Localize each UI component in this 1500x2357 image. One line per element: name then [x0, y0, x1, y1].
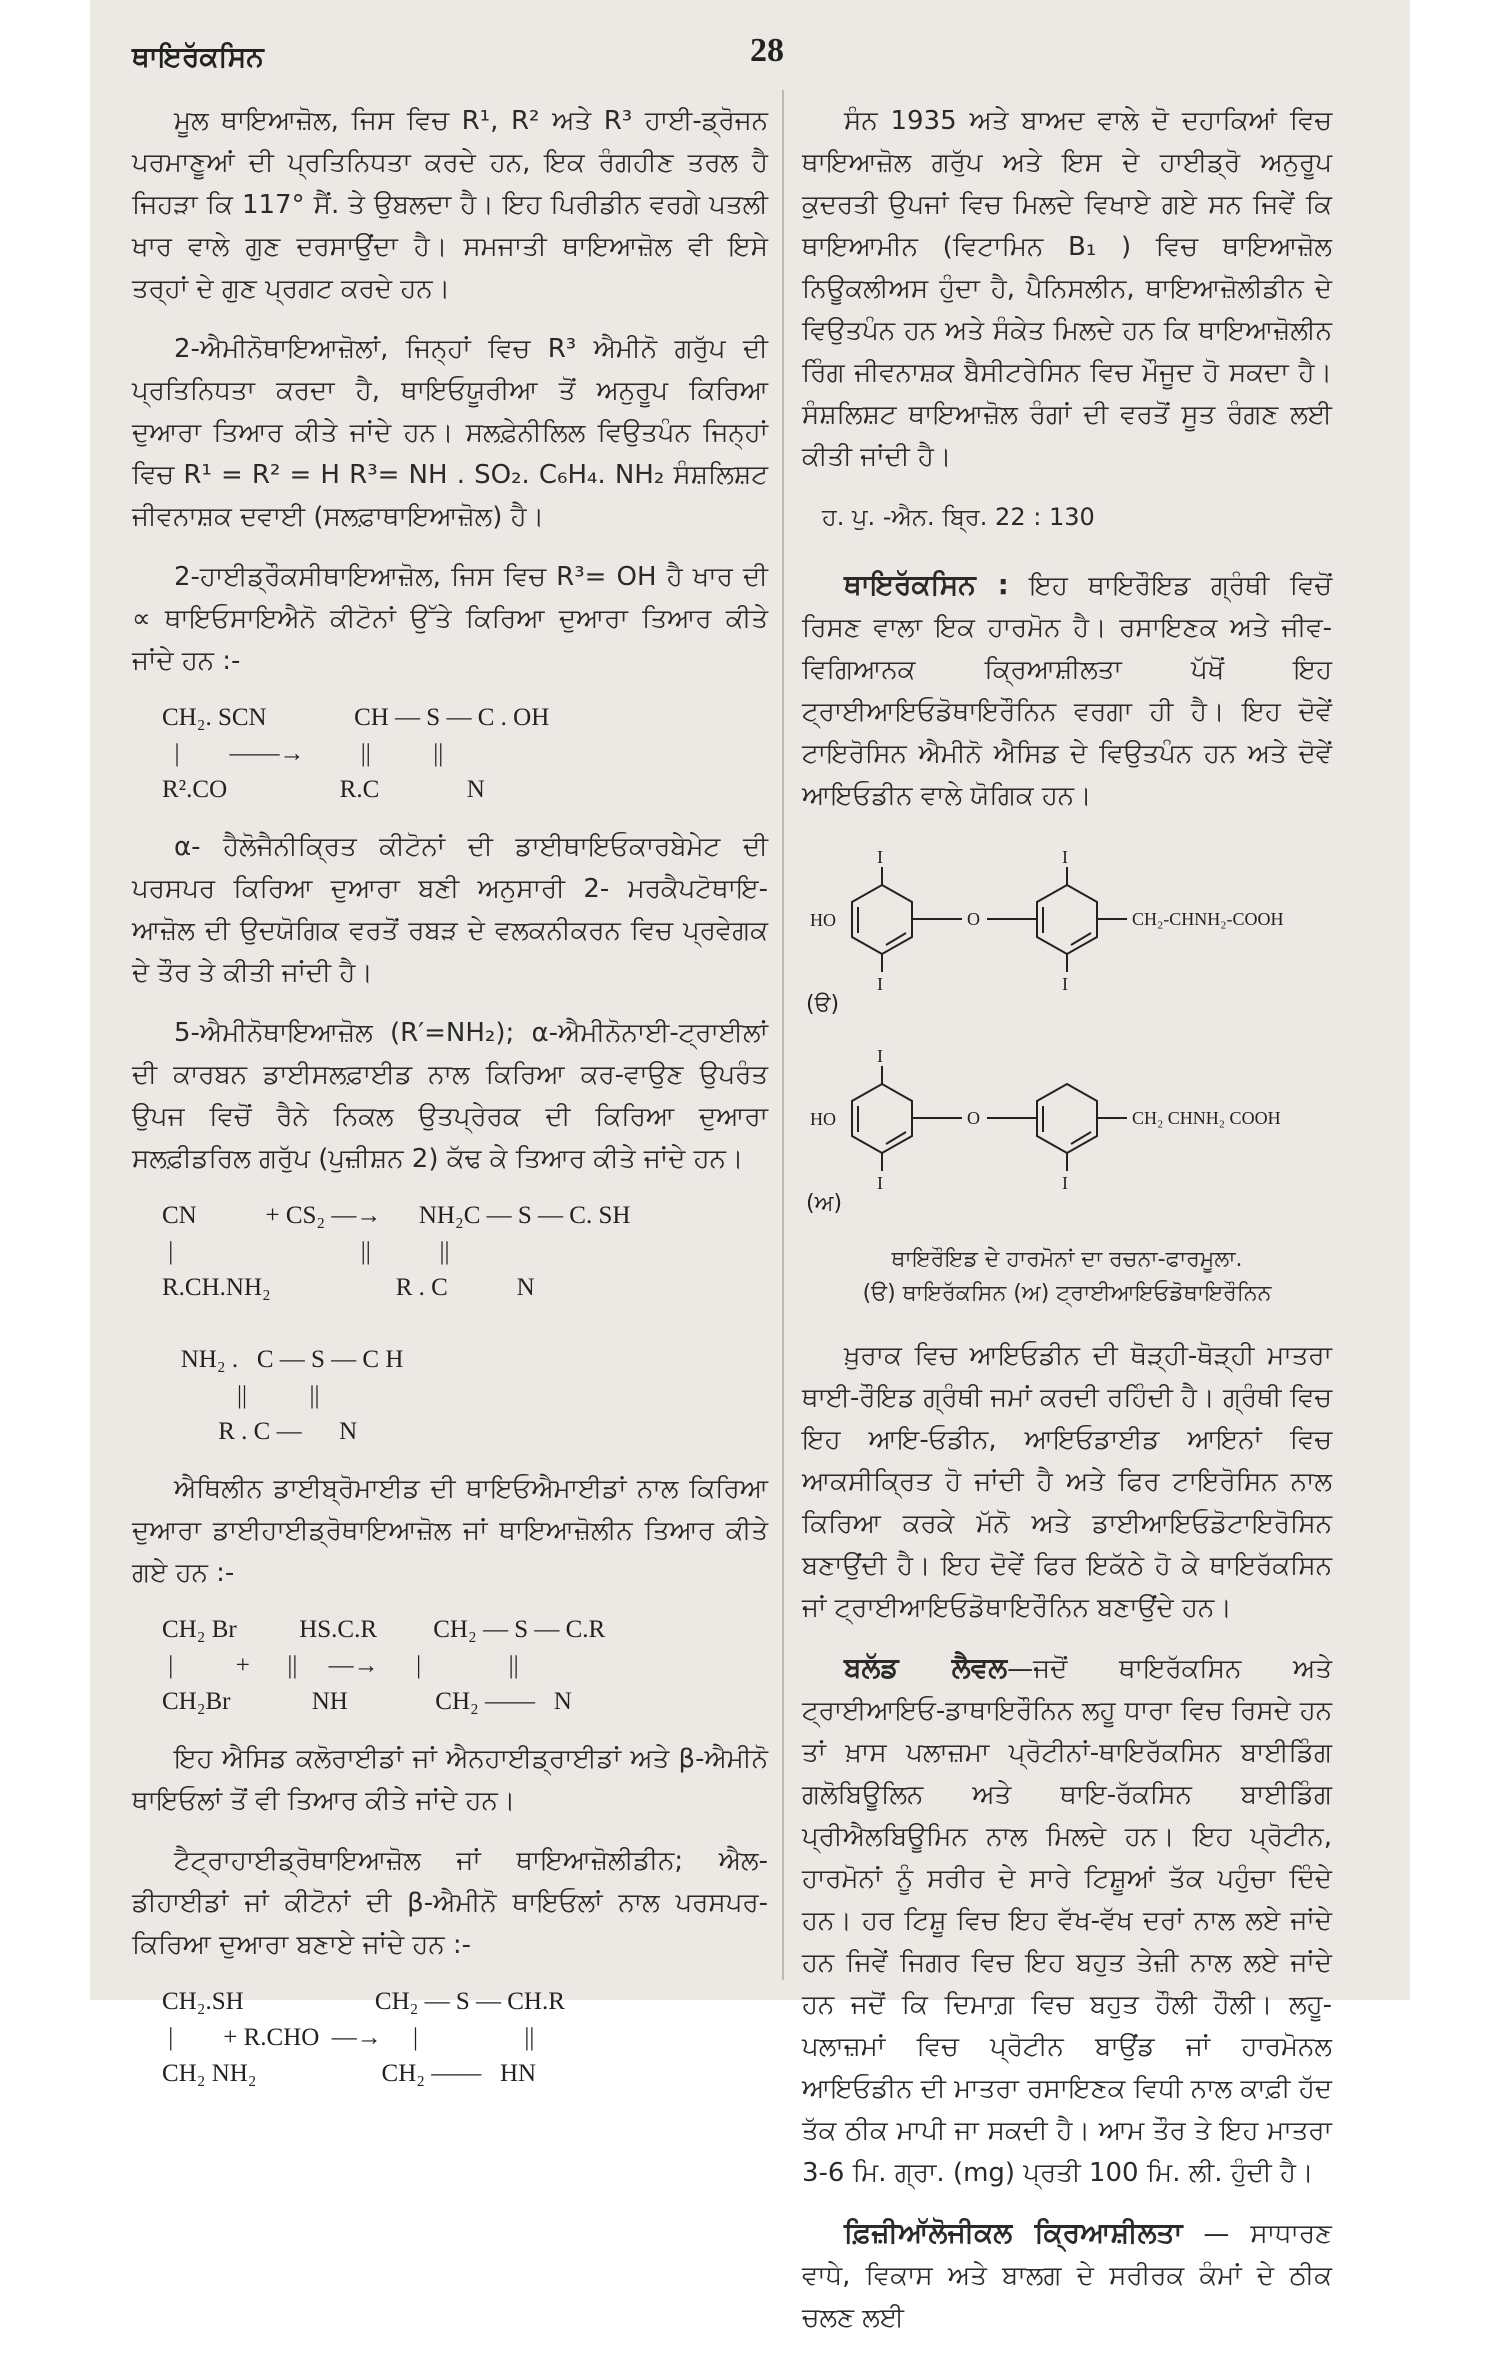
paragraph: ਖ਼ੁਰਾਕ ਵਿਚ ਆਇਓਡੀਨ ਦੀ ਥੋੜ੍ਹੀ-ਥੋੜ੍ਹੀ ਮਾਤਰਾ ਥਾਈ-ਰੌਇਡ ਗ੍ਰੰਥੀ ਜਮਾਂ ਕਰਦੀ ਰਹਿੰਦੀ ਹੈ। ਗ੍ਰੰਥੀ ਵਿਚ ਇਹ ਆਇ-ਓਡੀਨ, ਆਇਓਡਾਈਡ ਆਇਨਾਂ ਵਿਚ ਆਕਸੀਕ੍ਰਿਤ ਹੋ ਜਾਂਦੀ ਹੈ ਅਤੇ ਫਿਰ ਟਾਇਰੋਸਿਨ ਨਾਲ ਕਿਰਿਆ ਕਰਕੇ ਮੱਨੋ ਅਤੇ ਡਾਈਆਇਓਡੋਟਾਇਰੋਸਿਨ ਬਣਾਉਂਦੀ ਹੈ। ਇਹ ਦੋਵੇਂ ਫਿਰ ਇਕੱਠੇ ਹੋ ਕੇ ਥਾਇਰੱਕਸਿਨ ਜਾਂ ਟ੍ਰਾਈਆਇਓਡੋਥਾਇਰੌਨਿਨ ਬਣਾਉਂਦੇ ਹਨ।: [802, 1341, 1332, 1623]
reaction-formula: CH₂.SH CH₂ — S — CH.R | + R.CHO —→ | || CH₂ NH₂ CH₂ —— HN: [162, 1988, 565, 2087]
figure-caption: ਥਾਇਰੌਇਡ ਦੇ ਹਾਰਮੋਨਾਂ ਦਾ ਰਚਨਾ-ਫਾਰਮੂਲਾ. (ੳ) ਥਾਇਰੱਕਸਿਨ (ਅ) ਟ੍ਰਾਈਆਇਓਡੋਥਾਇਰੌਨਿਨ: [862, 1247, 1272, 1306]
reaction-formula: CH₂. SCN CH — S — C . OH | ——→ || || R².CO R.C N: [162, 704, 550, 803]
benzene-ring-icon: [1037, 885, 1097, 954]
oxygen-label: O: [967, 909, 980, 929]
subheading: ਫ਼ਿਜ਼ੀਆੱਲੋਜੀਕਲ ਕ੍ਰਿਆਸ਼ੀਲਤਾ: [844, 2216, 1183, 2249]
paragraph: α- ਹੈਲੋਜੈਨੀਕ੍ਰਿਤ ਕੀਟੋਨਾਂ ਦੀ ਡਾਈਥਾਇਓਕਾਰਬੇਮੇਟ ਦੀ ਪਰਸਪਰ ਕਿਰਿਆ ਦੁਆਰਾ ਬਣੀ ਅਨੁਸਾਰੀ 2- ਮਰਕੈਪਟੋਥਾਇ-ਆਜ਼ੋਲ ਦੀ ਉਦਯੋਗਿਕ ਵਰਤੋਂ ਰਬੜ ਦੇ ਵਲਕਨੀਕਰਨ ਵਿਚ ਪ੍ਰਵੇਗਕ ਦੇ ਤੌਰ ਤੇ ਕੀਤੀ ਜਾਂਦੀ ਹੈ।: [132, 832, 768, 988]
structure-label: (ਅ): [806, 1191, 843, 1214]
subheading: ਬਲੱਡ ਲੈਵਲ: [844, 1651, 1008, 1684]
column-divider: [782, 90, 784, 1980]
svg-text:I: I: [877, 1046, 883, 1066]
ho-label: HO: [810, 1109, 836, 1129]
page-number: 28: [750, 32, 784, 69]
paragraph: 2-ਹਾਈਡ੍ਰੌਕਸੀਥਾਇਆਜ਼ੋਲ, ਜਿਸ ਵਿਚ R³= OH ਹੈ ਖਾਰ ਦੀ ∝ ਥਾਇਓਸਾਇਐਨੋ ਕੀਟੋਨਾਂ ਉੱਤੇ ਕਿਰਿਆ ਦੁਆਰਾ ਤਿਆਰ ਕੀਤੇ ਜਾਂਦੇ ਹਨ :-: [132, 562, 768, 676]
entry-paragraph: ਫ਼ਿਜ਼ੀਆੱਲੋਜੀਕਲ ਕ੍ਰਿਆਸ਼ੀਲਤਾ — ਸਾਧਾਰਣ ਵਾਧੇ, ਵਿਕਾਸ ਅਤੇ ਬਾਲਗ ਦੇ ਸਰੀਰਕ ਕੰਮਾਂ ਦੇ ਠੀਕ ਚਲਣ ਲਈ: [802, 2216, 1332, 2333]
entry-text: ਇਹ ਥਾਇਰੌਇਡ ਗ੍ਰੰਥੀ ਵਿਚੋਂ ਰਿਸਣ ਵਾਲਾ ਇਕ ਹਾਰਮੋਨ ਹੈ। ਰਸਾਇਣਕ ਅਤੇ ਜੀਵ-ਵਿਗਿਆਨਕ ਕ੍ਰਿਆਸ਼ੀਲਤਾ ਪੱਖੋਂ ਇਹ ਟ੍ਰਾਈਆਇਓਡੋਥਾਇਰੌਨਿਨ ਵਰਗਾ ਹੀ ਹੈ। ਇਹ ਦੋਵੇਂ ਟਾਇਰੋਸਿਨ ਐਮੀਨੋ ਐਸਿਡ ਦੇ ਵਿਉਤਪੰਨ ਹਨ ਅਤੇ ਦੋਵੇਂ ਆਇਓਡੀਨ ਵਾਲੇ ਯੋਗਿਕ ਹਨ।: [802, 571, 1333, 811]
structure-label: (ੳ): [806, 992, 840, 1015]
entry-term: ਥਾਇਰੱਕਸਿਨ :: [844, 568, 1009, 601]
ho-label: HO: [810, 910, 836, 930]
paragraph: ਮੂਲ ਥਾਇਆਜ਼ੋਲ, ਜਿਸ ਵਿਚ R¹, R² ਅਤੇ R³ ਹਾਈ-ਡ੍ਰੋਜਨ ਪਰਮਾਣੂਆਂ ਦੀ ਪ੍ਰਤਿਨਿਧਤਾ ਕਰਦੇ ਹਨ, ਇਕ ਰੰਗਹੀਣ ਤਰਲ ਹੈ ਜਿਹੜਾ ਕਿ 117° ਸੈਂ. ਤੇ ਉਬਲਦਾ ਹੈ। ਇਹ ਪਿਰੀਡੀਨ ਵਰਗੇ ਪਤਲੀ ਖਾਰ ਵਾਲੇ ਗੁਣ ਦਰਸਾਉਂਦਾ ਹੈ। ਸਮਜਾਤੀ ਥਾਇਆਜ਼ੋਲ ਵੀ ਇਸੇ ਤਰ੍ਹਾਂ ਦੇ ਗੁਣ ਪ੍ਰਗਟ ਕਰਦੇ ਹਨ।: [132, 106, 768, 304]
running-title: ਥਾਇਰੱਕਸਿਨ: [132, 40, 264, 73]
reference: ਹ. ਪੁ. -ਐਨ. ਬ੍ਰਿ. 22 : 130: [822, 503, 1095, 531]
paragraph: ਐਥਿਲੀਨ ਡਾਈਬ੍ਰੋਮਾਈਡ ਦੀ ਥਾਇਓਐਮਾਈਡਾਂ ਨਾਲ ਕਿਰਿਆ ਦੁਆਰਾ ਡਾਈਹਾਈਡ੍ਰੋਥਾਇਆਜ਼ੋਲ ਜਾਂ ਥਾਇਆਜ਼ੋਲੀਨ ਤਿਆਰ ਕੀਤੇ ਗਏ ਹਨ :-: [132, 1474, 768, 1588]
benzene-ring-icon: [852, 1084, 912, 1153]
svg-text:I: I: [1062, 974, 1068, 994]
svg-text:I: I: [877, 847, 883, 867]
reaction-formula: CN + CS₂ —→ NH₂C — S — C. SH | || || R.CH.NH₂ R . C N NH₂ . C — S — C H || || R . C — N: [162, 1202, 631, 1445]
triiodothyronine-structure: [802, 1044, 1332, 1214]
entry-paragraph: ਬਲੱਡ ਲੈਵਲ—ਜਦੋਂ ਥਾਇਰੱਕਸਿਨ ਅਤੇ ਟ੍ਰਾਈਆਇਓ-ਡਾਥਾਇਰੌਨਿਨ ਲਹੂ ਧਾਰਾ ਵਿਚ ਰਿਸਦੇ ਹਨ ਤਾਂ ਖ਼ਾਸ ਪਲਾਜ਼ਮਾ ਪ੍ਰੋਟੀਨਾਂ-ਥਾਇਰੱਕਸਿਨ ਬਾਈਡਿੰਗ ਗਲੋਬਿਊਲਿਨ ਅਤੇ ਥਾਇ-ਰੱਕਸਿਨ ਬਾਈਡਿੰਗ ਪ੍ਰੀਐਲਬਿਊਮਿਨ ਨਾਲ ਮਿਲਦੇ ਹਨ। ਇਹ ਪ੍ਰੋਟੀਨ, ਹਾਰਮੋਨਾਂ ਨੂੰ ਸਰੀਰ ਦੇ ਸਾਰੇ ਟਿਸ਼ੂਆਂ ਤੱਕ ਪਹੁੰਚਾ ਦਿੰਦੇ ਹਨ। ਹਰ ਟਿਸ਼ੂ ਵਿਚ ਇਹ ਵੱਖ-ਵੱਖ ਦਰਾਂ ਨਾਲ ਲਏ ਜਾਂਦੇ ਹਨ ਜਿਵੇਂ ਜਿਗਰ ਵਿਚ ਇਹ ਬਹੁਤ ਤੇਜ਼ੀ ਨਾਲ ਲਏ ਜਾਂਦੇ ਹਨ ਜਦੋਂ ਕਿ ਦਿਮਾਗ਼ ਵਿਚ ਬਹੁਤ ਹੌਲੀ ਹੌਲੀ। ਲਹੂ-ਪਲਾਜ਼ਮਾਂ ਵਿਚ ਪ੍ਰੋਟੀਨ ਬਾਉਂਡ ਜਾਂ ਹਾਰਮੋਨਲ ਆਇਓਡੀਨ ਦੀ ਮਾਤਰਾ ਰਸਾਇਣਕ ਵਿਧੀ ਨਾਲ ਕਾਫ਼ੀ ਹੱਦ ਤੱਕ ਠੀਕ ਮਾਪੀ ਜਾ ਸਕਦੀ ਹੈ। ਆਮ ਤੌਰ ਤੇ ਇਹ ਮਾਤਰਾ 3-6 ਮਿ. ਗ੍ਰਾ. (mg) ਪ੍ਰਤੀ 100 ਮਿ. ਲੀ. ਹੁੰਦੀ ਹੈ।: [802, 1651, 1333, 2188]
left-column: [132, 100, 768, 2110]
reaction-formula: CH₂ Br HS.C.R CH₂ — S — C.R | + || —→ | || CH₂Br NH CH₂ —— N: [162, 1616, 606, 1715]
right-column: [802, 100, 1332, 2357]
paragraph: ਸੰਨ 1935 ਅਤੇ ਬਾਅਦ ਵਾਲੇ ਦੋ ਦਹਾਕਿਆਂ ਵਿਚ ਥਾਇਆਜ਼ੋਲ ਗਰੁੱਪ ਅਤੇ ਇਸ ਦੇ ਹਾਈਡ੍ਰੋ ਅਨੁਰੂਪ ਕੁਦਰਤੀ ਉਪਜਾਂ ਵਿਚ ਮਿਲਦੇ ਵਿਖਾਏ ਗਏ ਸਨ ਜਿਵੇਂ ਕਿ ਥਾਇਆਮੀਨ (ਵਿਟਾਮਿਨ B₁ ) ਵਿਚ ਥਾਇਆਜ਼ੋਲ ਨਿਊਕਲੀਅਸ ਹੁੰਦਾ ਹੈ, ਪੈਨਿਸਲੀਨ, ਥਾਇਆਜ਼ੋਲੀਡੀਨ ਦੇ ਵਿਉਤਪੰਨ ਹਨ ਅਤੇ ਸੰਕੇਤ ਮਿਲਦੇ ਹਨ ਕਿ ਥਾਇਆਜ਼ੋਲੀਨ ਰਿੰਗ ਜੀਵਨਾਸ਼ਕ ਬੈਸੀਟਰੇਸਿਨ ਵਿਚ ਮੌਜੂਦ ਹੋ ਸਕਦਾ ਹੈ। ਸੰਸ਼ਲਿਸ਼ਟ ਥਾਇਆਜ਼ੋਲ ਰੰਗਾਂ ਦੀ ਵਰਤੋਂ ਸੂਤ ਰੰਗਣ ਲਈ ਕੀਤੀ ਜਾਂਦੀ ਹੈ।: [802, 106, 1332, 472]
svg-text:I: I: [877, 1173, 883, 1193]
paragraph: ਟੈਟ੍ਰਾਹਾਈਡ੍ਰੋਥਾਇਆਜ਼ੋਲ ਜਾਂ ਥਾਇਆਜ਼ੋਲੀਡੀਨ; ਐਲ-ਡੀਹਾਈਡਾਂ ਜਾਂ ਕੀਟੋਨਾਂ ਦੀ β-ਐਮੀਨੋ ਥਾਇਓਲਾਂ ਨਾਲ ਪਰਸਪਰ-ਕਿਰਿਆ ਦੁਆਰਾ ਬਣਾਏ ਜਾਂਦੇ ਹਨ :-: [132, 1846, 768, 1960]
book-page: [90, 0, 1410, 2333]
paragraph: 2-ਐਮੀਨੋਥਾਇਆਜ਼ੋਲਾਂ, ਜਿਨ੍ਹਾਂ ਵਿਚ R³ ਐਮੀਨੋ ਗਰੁੱਪ ਦੀ ਪ੍ਰਤਿਨਿਧਤਾ ਕਰਦਾ ਹੈ, ਥਾਇਓਯੂਰੀਆ ਤੋਂ ਅਨੁਰੂਪ ਕਿਰਿਆ ਦੁਆਰਾ ਤਿਆਰ ਕੀਤੇ ਜਾਂਦੇ ਹਨ। ਸਲਫ਼ੇਨੀਲਿਲ ਵਿਉਤਪੰਨ ਜਿਨ੍ਹਾਂ ਵਿਚ R¹ = R² = H R³= NH . SO₂. C₆H₄. NH₂ ਸੰਸ਼ਲਿਸ਼ਟ ਜੀਵਨਾਸ਼ਕ ਦਵਾਈ (ਸਲਫ਼ਾਥਾਇਆਜ਼ੋਲ) ਹੈ।: [132, 334, 768, 532]
paragraph: 5-ਐਮੀਨੋਥਾਇਆਜ਼ੋਲ (R′=NH₂); α-ਐਮੀਨੋਨਾਈ-ਟ੍ਰਾਈਲਾਂ ਦੀ ਕਾਰਬਨ ਡਾਈਸਲਫ਼ਾਈਡ ਨਾਲ ਕਿਰਿਆ ਕਰ-ਵਾਉਣ ਉਪਰੰਤ ਉਪਜ ਵਿਚੋਂ ਰੈਨੇ ਨਿਕਲ ਉਤਪ੍ਰੇਰਕ ਦੀ ਕਿਰਿਆ ਦੁਆਰਾ ਸਲਫ਼ੀਡਰਿਲ ਗਰੁੱਪ (ਪੁਜ਼ੀਸ਼ਨ 2) ਕੱਢ ਕੇ ਤਿਆਰ ਕੀਤੇ ਜਾਂਦੇ ਹਨ।: [132, 1018, 768, 1174]
svg-text:I: I: [877, 974, 883, 994]
side-chain-label: CH₂ CHNH₂ COOH: [1132, 1108, 1281, 1128]
oxygen-label: O: [967, 1108, 980, 1128]
thyroxine-structure: [802, 845, 1332, 1015]
svg-text:I: I: [1062, 1173, 1068, 1193]
svg-text:I: I: [1062, 847, 1068, 867]
side-chain-label: CH₂-CHNH₂-COOH: [1132, 909, 1284, 929]
benzene-ring-icon: [1037, 1084, 1097, 1153]
benzene-ring-icon: [852, 885, 912, 954]
paragraph: ਇਹ ਐਸਿਡ ਕਲੋਰਾਈਡਾਂ ਜਾਂ ਐਨਹਾਈਡ੍ਰਾਈਡਾਂ ਅਤੇ β-ਐਮੀਨੋ ਥਾਇਓਲਾਂ ਤੋਂ ਵੀ ਤਿਆਰ ਕੀਤੇ ਜਾਂਦੇ ਹਨ।: [132, 1744, 768, 1816]
entry-paragraph: [802, 564, 1332, 817]
